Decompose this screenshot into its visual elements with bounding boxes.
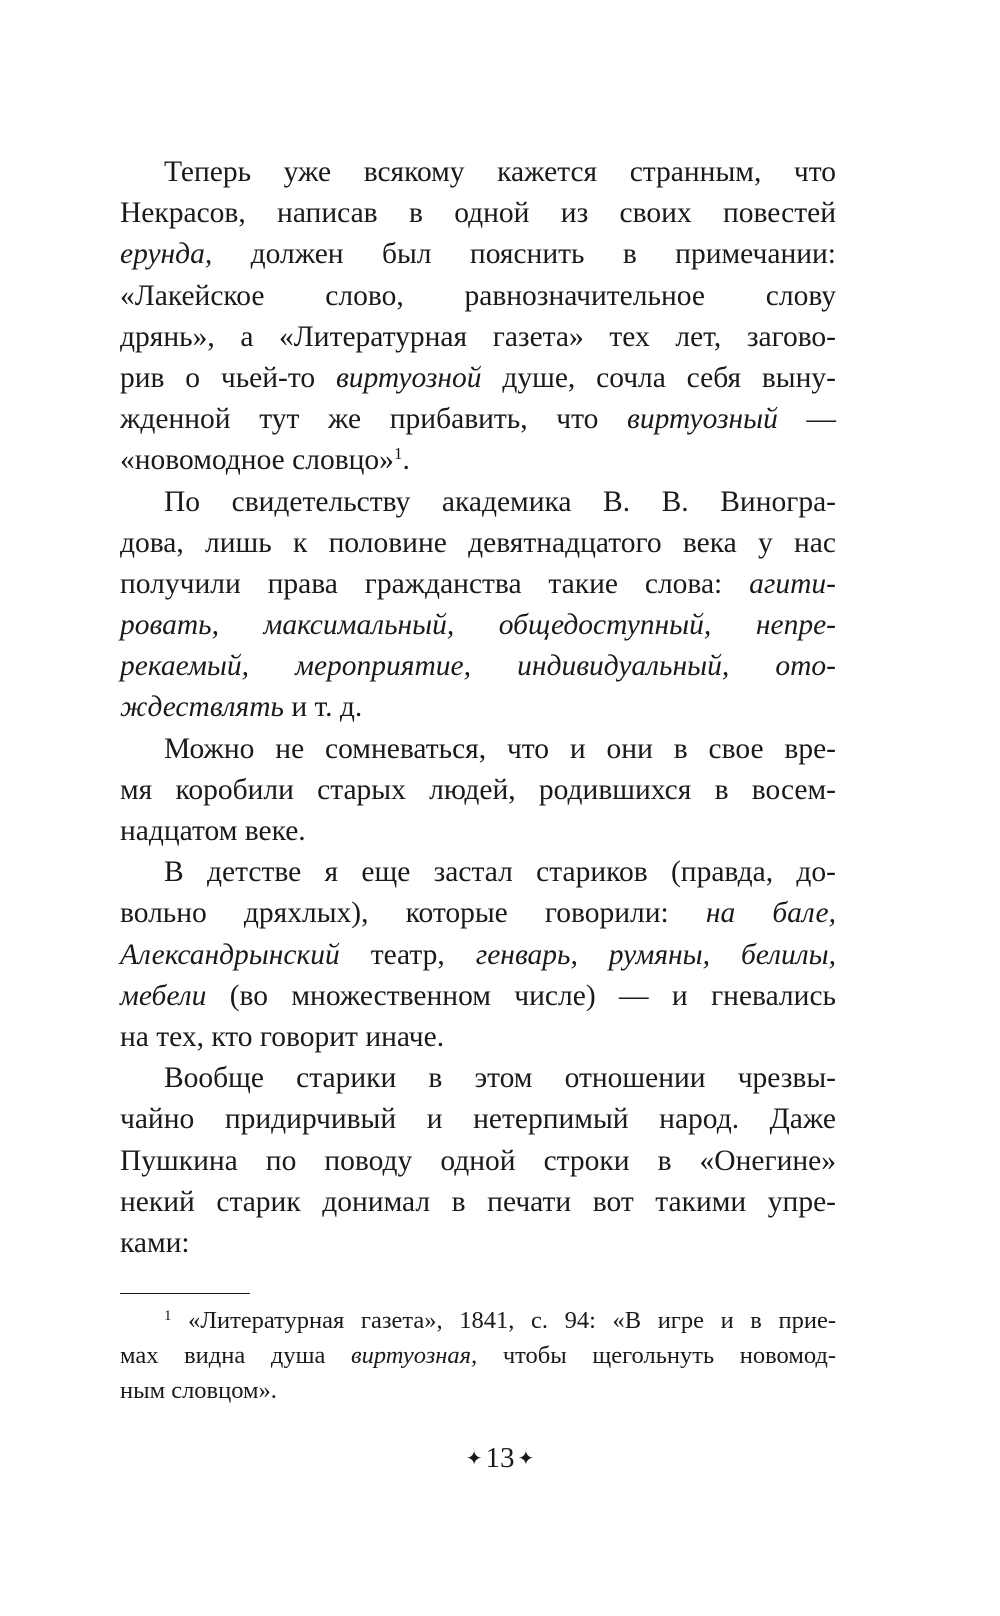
text-line: Пушкина по поводу одной строки в «Онегине» xyxy=(120,1144,836,1177)
footnote-divider xyxy=(120,1293,250,1294)
text-span: должен был пояснить в примечании: xyxy=(212,238,836,271)
period: . xyxy=(402,444,410,477)
text-span: — xyxy=(777,403,837,436)
text-line: на тех, кто говорит иначе. xyxy=(120,1020,445,1053)
italic-word: мебели xyxy=(120,979,207,1012)
text-span: рив о чьей-то xyxy=(120,361,336,394)
text-line xyxy=(120,646,836,687)
nbsp xyxy=(172,1307,189,1334)
page-number-value: 13 xyxy=(485,1442,515,1474)
footnote-line: ным словцом». xyxy=(120,1377,277,1404)
italic-word: ровать, максимальный, общедоступный, непре- xyxy=(120,609,836,642)
footnote-number: 1 xyxy=(164,1307,172,1324)
text-line xyxy=(120,893,836,934)
text-line xyxy=(120,399,836,440)
italic-word: ерунда, xyxy=(120,238,213,271)
text-line xyxy=(120,935,836,976)
text-line: В детстве я еще застал стариков (правда, до- xyxy=(164,856,836,889)
text-span: чтобы щегольнуть новомод- xyxy=(477,1342,836,1369)
text-line: ками: xyxy=(120,1226,190,1259)
italic-word: Александрынский xyxy=(120,938,340,971)
text-span: (во множественном числе) — и гневались xyxy=(206,979,836,1012)
footnote-line xyxy=(120,1338,836,1373)
text-span: вольно дряхлых), которые говорили: xyxy=(120,897,706,930)
italic-word: генварь, румяны, белилы, xyxy=(475,938,836,971)
text-line: чайно придирчивый и нетерпимый народ. Даже xyxy=(120,1103,836,1136)
text-line: Некрасов, написав в одной из своих повестей xyxy=(120,197,836,230)
text-line: дова, лишь к половине девятнадцатого века у нас xyxy=(120,526,836,559)
footnote-reference[interactable]: 1 xyxy=(393,444,403,464)
text-line xyxy=(120,234,836,275)
text-span: мах видна душа xyxy=(120,1342,351,1369)
footnote xyxy=(120,1303,836,1408)
text-line xyxy=(120,440,836,481)
page-number xyxy=(0,1440,1000,1477)
text-span: «Литературная газета», 1841, с. 94: «В игре и в прие- xyxy=(188,1307,836,1334)
italic-word: виртуозной xyxy=(335,361,482,394)
italic-word: на бале, xyxy=(705,897,836,930)
text-line: дрянь», а «Литературная газета» тех лет, загово- xyxy=(120,320,836,353)
text-line: некий старик донимал в печати вот такими упре- xyxy=(120,1185,836,1218)
text-line: мя коробили старых людей, родившихся в восем- xyxy=(120,773,836,806)
footnote-line xyxy=(120,1303,836,1338)
italic-word: агити- xyxy=(749,567,836,600)
text-span: жденной тут же прибавить, что xyxy=(120,403,628,436)
text-span: и т. д. xyxy=(283,691,363,724)
text-line xyxy=(120,976,836,1017)
text-line: Можно не сомневаться, что и они в свое вре- xyxy=(164,732,836,765)
text-line: Вообще старики в этом отношении чрезвы- xyxy=(164,1062,836,1095)
text-line: «Лакейское слово, равнозначительное слову xyxy=(120,279,836,312)
text-span: душе, сочла себя выну- xyxy=(481,361,836,394)
text-line: надцатом веке. xyxy=(120,815,306,847)
text-line xyxy=(120,605,836,646)
text-line xyxy=(120,358,836,399)
text-span: театр, xyxy=(339,938,476,971)
text-span: получили права гражданства такие слова: xyxy=(120,567,750,600)
text-line xyxy=(120,564,836,605)
main-text xyxy=(120,152,836,1264)
italic-word: виртуозная, xyxy=(351,1342,478,1369)
star-ornament-icon: ✦ xyxy=(517,1448,535,1470)
text-line xyxy=(120,687,836,728)
text-line: Теперь уже всякому кажется странным, что xyxy=(164,156,836,188)
italic-word: виртуозный xyxy=(627,403,778,436)
text-line: По свидетельству академика В. В. Виногра- xyxy=(164,485,836,518)
italic-word: ждествлять xyxy=(120,691,284,724)
italic-word: рекаемый, мероприятие, индивидуальный, ото- xyxy=(120,650,836,683)
star-ornament-icon: ✦ xyxy=(465,1448,483,1470)
text-span: «новомодное словцо» xyxy=(120,444,394,477)
